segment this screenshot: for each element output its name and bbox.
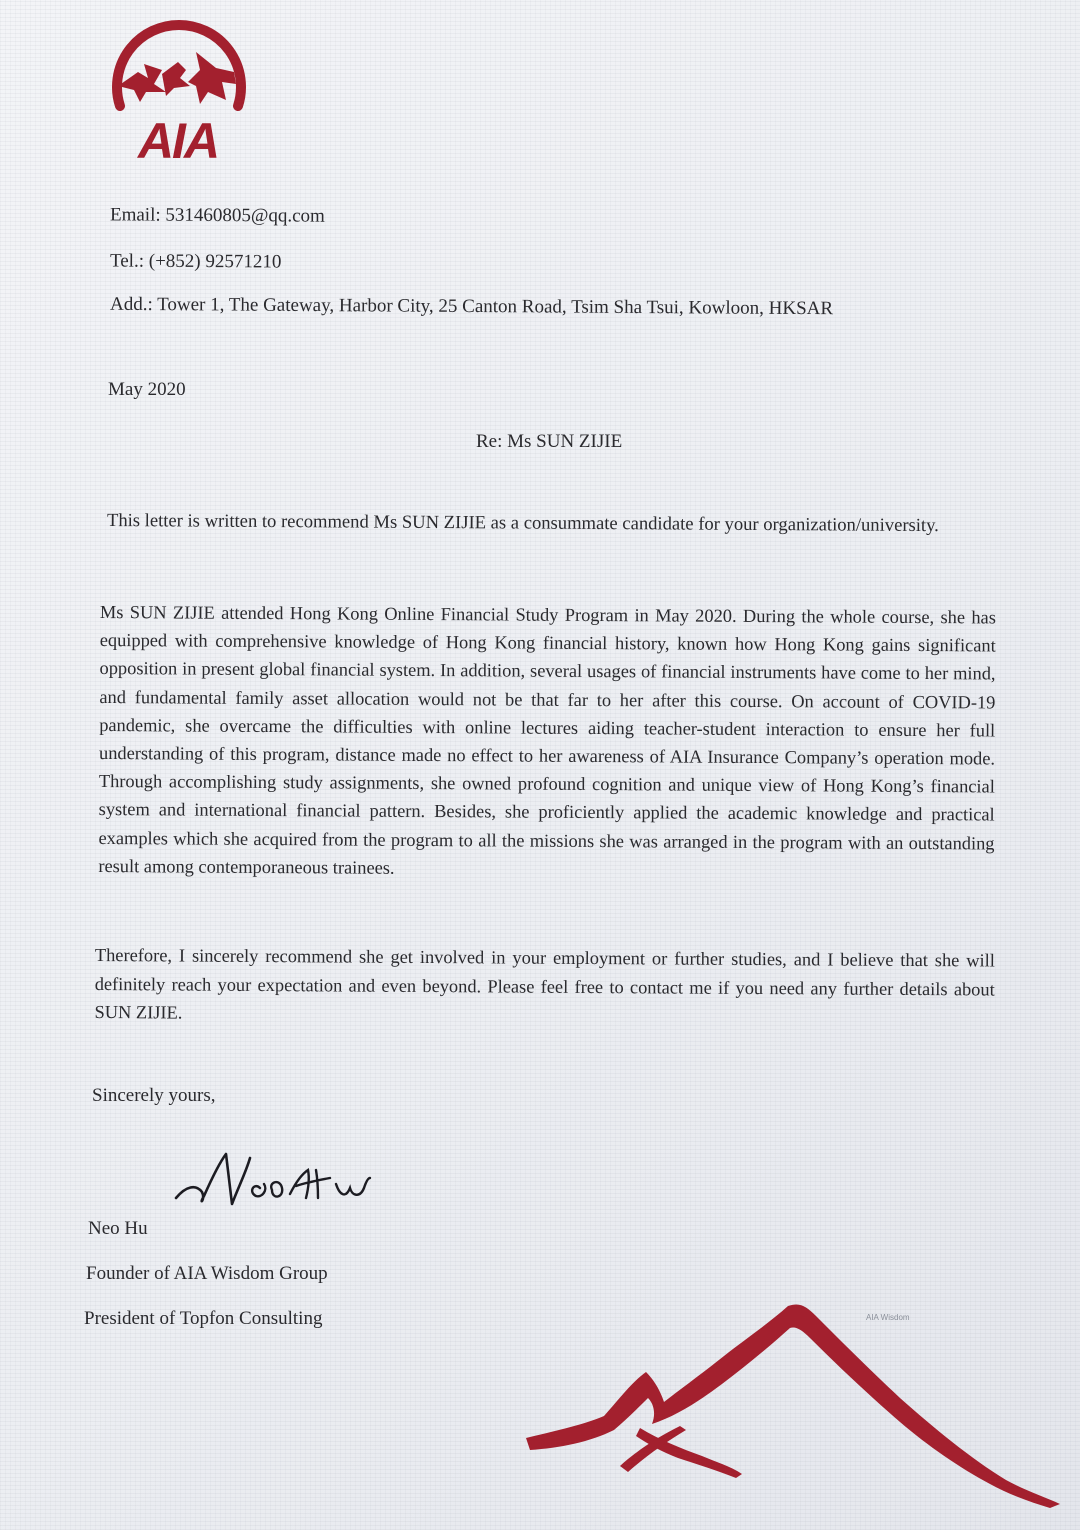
aia-logo — [104, 12, 254, 162]
intro-paragraph: This letter is written to recommend Ms SUN ZIJIE as a consummate candidate for your organization/university. — [106, 510, 939, 537]
signatory-name: Neo Hu — [88, 1218, 148, 1239]
logo-wordmark: AIA — [137, 113, 219, 162]
logo-bird-mid — [162, 62, 190, 96]
tel-line: Tel.: (+852) 92571210 — [109, 250, 282, 273]
mountain-label: AIA Wisdom — [866, 1313, 910, 1322]
letter-date: May 2020 — [108, 379, 186, 400]
letter-subject: Re: Ms SUN ZIJIE — [476, 431, 623, 452]
email-line: Email: 531460805@qq.com — [109, 204, 325, 227]
address-line: Add.: Tower 1, The Gateway, Harbor City, 25 Canton Road, Tsim Sha Tsui, Kowloon, HKSAR — [109, 293, 834, 320]
logo-bird-left — [118, 64, 166, 102]
body-paragraph: Ms SUN ZIJIE attended Hong Kong Online Financial Study Program in May 2020. During the whole course, she has equipped with comprehensive knowledge of Hong Kong financial history, known how Hong Kong gains significant opposition in present global financial system. In addition, several usages of financial instruments have come to her mind, and fundamental family asset allocation would not be that far to her after this course. On account of COVID-19 pandemic, she overcame the difficulties with online lectures aiding teacher-student interaction to ensure her full understanding of this program, distance made no effect to her awareness of AIA Insurance Company’s operation mode. Through accomplishing study assignments, she owned profound cognition and unique view of Hong Kong’s financial system and international financial pattern. Besides, she proficiently applied the academic knowledge and practical examples which she acquired from the program to all the missions she was arranged in the program with an outstanding result among contemporaneous trainees. — [98, 601, 996, 878]
signatory-title-president: President of Topfon Consulting — [84, 1308, 323, 1329]
closing-line: Sincerely yours, — [92, 1085, 216, 1106]
mountain-brush-graphic — [520, 1298, 1065, 1510]
signatory-title-founder: Founder of AIA Wisdom Group — [86, 1263, 328, 1284]
logo-bird-right — [188, 52, 236, 104]
conclusion-paragraph: Therefore, I sincerely recommend she get involved in your employment or further studies, and I believe that she will definitely reach your expectation and even beyond. Please feel free to contact me if you need any further details about SUN ZIJIE. — [94, 944, 995, 1023]
handwritten-signature — [168, 1148, 408, 1210]
